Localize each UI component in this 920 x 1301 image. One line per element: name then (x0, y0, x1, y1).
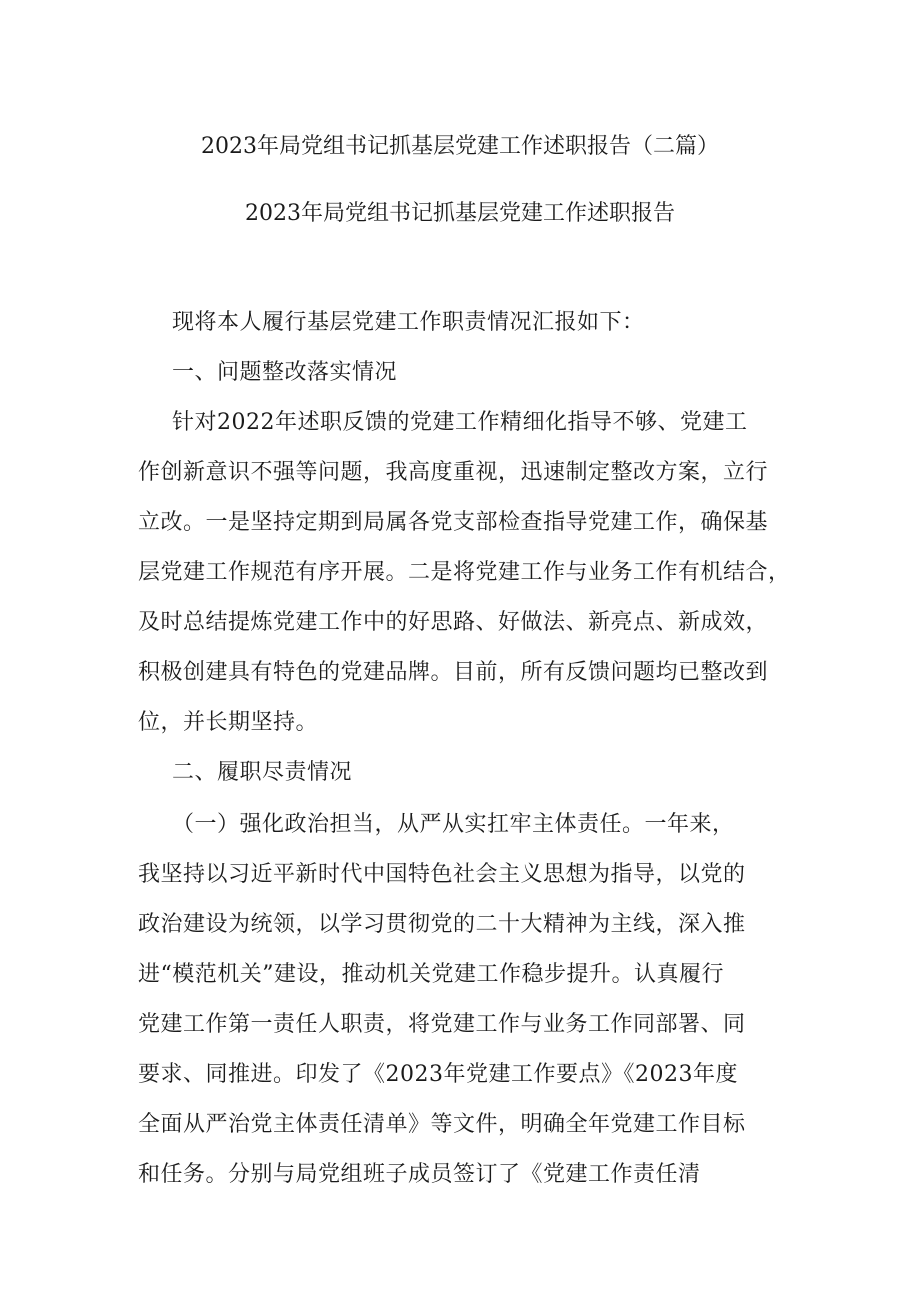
paragraph-line: 党建工作第一责任人职责，将党建工作与业务工作同部署、同 (138, 1012, 746, 1037)
paragraph-line: 进“模范机关”建设，推动机关党建工作稳步提升。认真履行 (138, 962, 724, 987)
paragraph-line: 针对2022年述职反馈的党建工作精细化指导不够、党建工 (172, 410, 748, 435)
document-title: 2023年局党组书记抓基层党建工作述职报告（二篇） (201, 134, 719, 159)
section-heading-2: 二、履职尽责情况 (172, 760, 353, 785)
paragraph-line: 我坚持以习近平新时代中国特色社会主义思想为指导，以党的 (138, 862, 746, 887)
paragraph-line: 和任务。分别与局党组班子成员签订了《党建工作责任清 (138, 1162, 701, 1187)
paragraph-line: 全面从严治党主体责任清单》等文件，明确全年党建工作目标 (138, 1112, 746, 1137)
paragraph-line: 层党建工作规范有序开展。二是将党建工作与业务工作有机结合， (138, 560, 791, 585)
intro-paragraph: 现将本人履行基层党建工作职责情况汇报如下： (172, 310, 645, 335)
paragraph-line: 要求、同推进。印发了《2023年党建工作要点》《2023年度 (138, 1062, 738, 1087)
paragraph-line: 积极创建具有特色的党建品牌。目前，所有反馈问题均已整改到 (138, 660, 769, 685)
paragraph-line: 及时总结提炼党建工作中的好思路、好做法、新亮点、新成效， (138, 610, 769, 635)
paragraph-line: 政治建设为统领，以学习贯彻党的二十大精神为主线，深入推 (138, 912, 746, 937)
paragraph-line: 作创新意识不强等问题，我高度重视，迅速制定整改方案，立行 (138, 460, 769, 485)
paragraph-line: （一）强化政治担当，从严从实扛牢主体责任。一年来， (172, 812, 735, 837)
document-subtitle: 2023年局党组书记抓基层党建工作述职报告 (245, 201, 675, 226)
paragraph-line: 立改。一是坚持定期到局属各党支部检查指导党建工作，确保基 (138, 510, 769, 535)
section-heading-1: 一、问题整改落实情况 (172, 360, 398, 385)
paragraph-line: 位，并长期坚持。 (138, 710, 319, 735)
